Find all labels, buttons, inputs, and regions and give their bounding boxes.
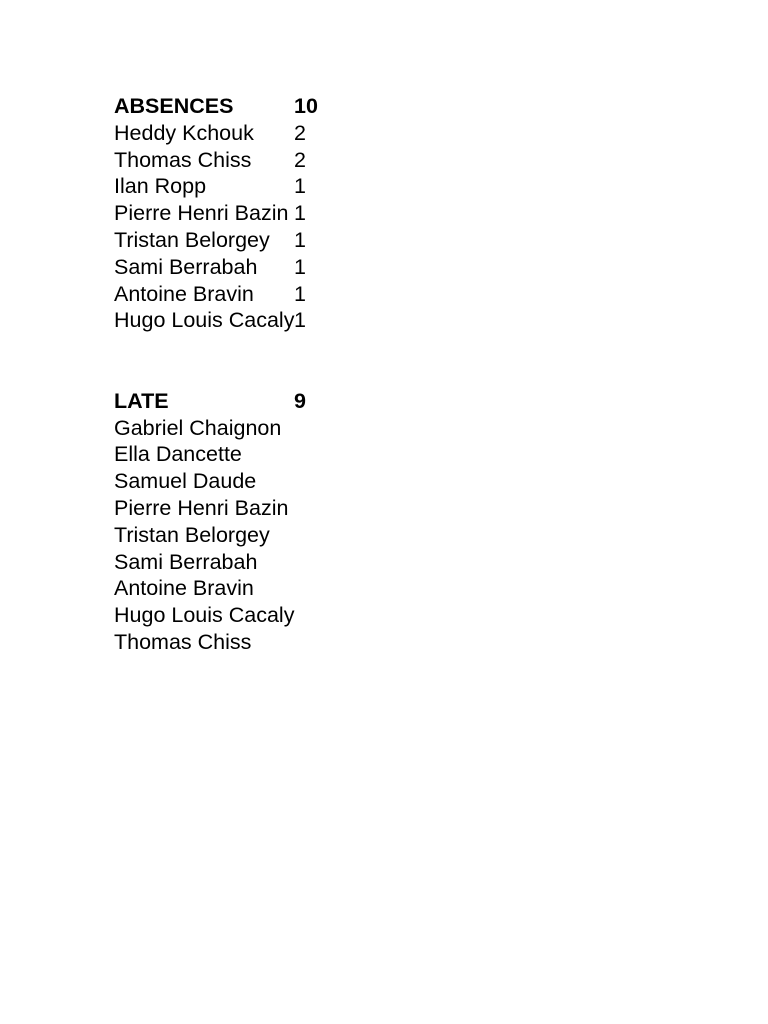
late-label: LATE [114,388,169,413]
late-student-name: Antoine Bravin [114,576,254,601]
absence-student-name: Heddy Kchouk [114,120,254,145]
absence-student-name: Antoine Bravin [114,281,254,306]
absence-student-name: Tristan Belorgey [114,227,270,252]
absence-count: 2 [294,147,306,172]
late-student-name: Gabriel Chaignon [114,415,282,440]
late-student-name: Hugo Louis Cacaly [114,603,295,628]
absence-student-name: Ilan Ropp [114,174,207,199]
absence-student-name: Hugo Louis Cacaly [114,308,295,333]
absences-total: 10 [294,94,318,118]
absence-student-name: Sami Berrabah [114,254,258,279]
absences-label: ABSENCES [114,94,234,118]
late-student-name: Ella Dancette [114,442,242,467]
late-student-name: Thomas Chiss [114,629,252,654]
absence-count: 1 [294,281,306,306]
absence-student-name: Pierre Henri Bazin [114,201,289,226]
late-student-name: Tristan Belorgey [114,522,270,547]
absence-count: 1 [294,308,306,333]
late-total: 9 [294,388,306,413]
absence-student-name: Thomas Chiss [114,147,252,172]
absence-count: 1 [294,201,306,226]
late-student-name: Samuel Daude [114,469,257,494]
late-student-name: Sami Berrabah [114,549,258,574]
absence-count: 1 [294,174,306,199]
absence-count: 1 [294,254,306,279]
late-student-name: Pierre Henri Bazin [114,495,289,520]
absence-count: 1 [294,227,306,252]
absence-count: 2 [294,120,306,145]
